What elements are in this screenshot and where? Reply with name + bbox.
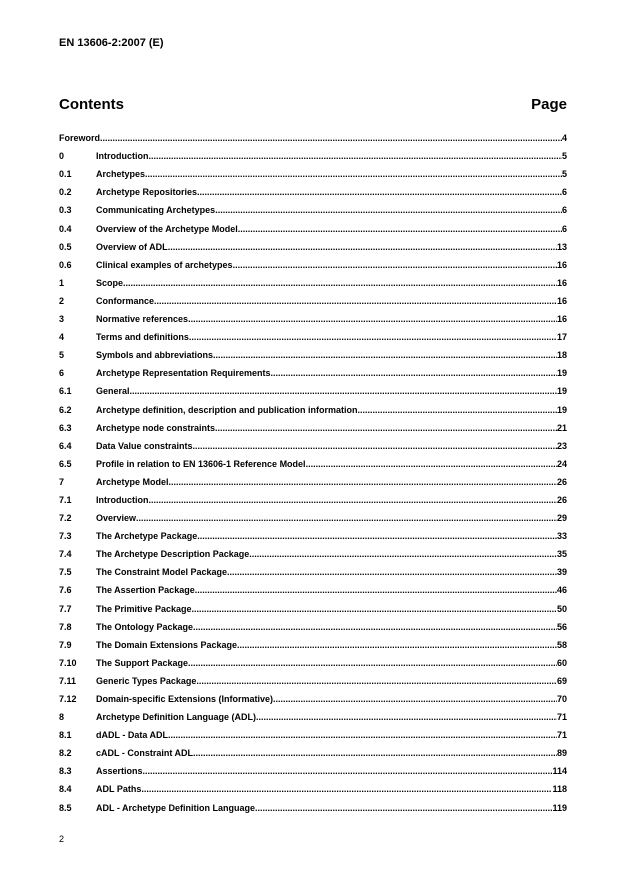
toc-entry-page: 56 [556,621,567,632]
toc-entry-title: The Primitive Package [96,603,192,614]
toc-entry-page: 5 [561,169,567,180]
toc-dot-leader [249,549,557,560]
toc-entry-title: Generic Types Package [96,675,197,686]
toc-entry-number: 7.8 [59,621,72,632]
toc-entry-page: 13 [556,241,567,252]
toc-entry[interactable] [59,343,567,361]
toc-entry-title: Introduction [96,494,149,505]
toc-entry-page: 16 [556,295,567,306]
toc-dot-leader [189,332,557,343]
toc-entry-page: 71 [556,712,567,723]
toc-entry-number: 0.2 [59,187,72,198]
toc-entry[interactable] [59,687,567,705]
toc-entry-page: 60 [556,657,567,668]
toc-entry-title: Archetype node constraints [96,422,216,433]
toc-entry-number: 8.2 [59,748,72,759]
toc-entry-page: 5 [561,151,567,162]
toc-entry-page: 119 [552,802,567,813]
toc-entry-number: 7.7 [59,603,72,614]
toc-entry-number: 0.5 [59,241,72,252]
toc-dot-leader [149,495,557,506]
toc-dot-leader [238,224,562,235]
toc-entry-page: 58 [556,639,567,650]
toc-entry-title: General [96,386,130,397]
toc-entry-number: 4 [59,332,65,343]
toc-dot-leader [193,748,557,759]
toc-dot-leader [193,622,557,633]
toc-dot-leader [154,296,557,307]
toc-dot-leader [237,640,557,651]
toc-entry[interactable] [59,271,567,289]
toc-entry[interactable] [59,560,567,578]
toc-entry-page: 89 [556,748,567,759]
toc-entry-title: The Assertion Package [96,585,195,596]
toc-entry-title: Introduction [96,151,149,162]
toc-entry[interactable] [59,253,567,271]
toc-dot-leader [169,477,557,488]
toc-dot-leader [233,260,557,271]
toc-entry-number: 0.3 [59,205,72,216]
toc-entry[interactable] [59,126,567,144]
toc-entry-page: 29 [556,513,567,524]
toc-entry-number: 7.10 [59,657,77,668]
toc-entry-title: The Archetype Description Package [96,549,250,560]
toc-entry-title: Overview of the Archetype Model [96,223,238,234]
toc-entry[interactable] [59,506,567,524]
toc-dot-leader [188,658,557,669]
toc-entry-title: Overview of ADL [96,241,168,252]
toc-dot-leader [149,151,562,162]
toc-entry-page: 19 [556,404,567,415]
toc-dot-leader [193,441,557,452]
toc-entry-title: Scope [96,277,124,288]
toc-entry-title: Archetype Repositories [96,187,198,198]
toc-entry-number: 8.4 [59,784,72,795]
toc-entry-title: ADL - Archetype Definition Language [96,802,256,813]
toc-entry-number: 7.12 [59,694,77,704]
toc-entry-page: 39 [556,567,567,578]
toc-entry-number: 3 [59,314,65,325]
toc-entry-number: 6.3 [59,422,72,433]
toc-entry[interactable] [59,759,567,777]
toc-entry-number: 7.1 [59,494,72,505]
toc-entry-number: 8.1 [59,730,72,741]
toc-dot-leader [271,368,557,379]
toc-entry[interactable] [59,651,567,669]
toc-dot-leader [188,314,557,325]
toc-entry[interactable] [59,162,567,180]
toc-entry-title: Archetype Definition Language (ADL) [96,712,257,723]
toc-entry-title: The Archetype Package [96,531,198,542]
toc-entry-title: Conformance [96,295,155,306]
toc-entry[interactable] [59,361,567,379]
toc-entry[interactable] [59,795,567,813]
page-column-label: Page [531,96,567,113]
toc-entry-title: ADL Paths [96,784,142,795]
toc-entry-page: 69 [556,675,567,686]
toc-dot-leader [213,350,557,361]
toc-entry-title: The Ontology Package [96,621,194,632]
toc-entry-number: 6 [59,368,65,379]
toc-entry[interactable] [59,615,567,633]
toc-entry-number: 0.6 [59,259,72,270]
toc-dot-leader [130,386,557,397]
toc-entry[interactable] [59,397,567,415]
table-of-contents [59,126,567,814]
toc-entry-title: Symbols and abbreviations [96,350,214,361]
toc-entry-title: Communicating Archetypes [96,205,216,216]
toc-dot-leader [215,205,562,216]
toc-entry[interactable] [59,307,567,325]
toc-entry-page: 71 [556,730,567,741]
toc-entry-title: Data Value constraints [96,440,193,451]
toc-dot-leader [273,694,557,705]
toc-dot-leader [306,459,557,470]
toc-entry-number: 7.9 [59,639,72,650]
toc-entry[interactable] [59,741,567,759]
toc-entry-page: 26 [556,494,567,505]
toc-dot-leader [196,676,557,687]
toc-entry-page: 46 [556,585,567,596]
toc-dot-leader [192,604,557,615]
toc-entry[interactable] [59,198,567,216]
toc-dot-leader [136,513,557,524]
toc-entry-page: 4 [561,133,567,144]
toc-entry-number: 7.4 [59,549,72,560]
toc-entry-page: 16 [556,259,567,270]
toc-entry-page: 19 [556,386,567,397]
toc-entry-number: 6.1 [59,386,72,397]
toc-entry-page: 33 [556,531,567,542]
toc-entry-title: Assertions [96,766,143,777]
toc-dot-leader [215,423,557,434]
toc-entry-number: 7 [59,476,65,487]
toc-entry-number: 0 [59,151,65,162]
toc-entry-number: 5 [59,350,65,361]
toc-dot-leader [100,133,562,144]
toc-entry[interactable] [59,379,567,397]
toc-dot-leader [255,803,552,814]
toc-entry-page: 114 [552,766,567,777]
contents-heading [59,96,567,114]
toc-entry-page: 6 [561,223,567,234]
toc-dot-leader [141,784,552,795]
toc-entry-page: 24 [556,458,567,469]
toc-dot-leader [168,730,557,741]
toc-dot-leader [256,712,557,723]
toc-entry-title: The Support Package [96,657,189,668]
toc-entry-number: 0.1 [59,169,72,180]
toc-entry-number: 8.5 [59,802,72,813]
toc-entry-number: 2 [59,295,65,306]
toc-dot-leader [168,242,557,253]
toc-entry[interactable] [59,235,567,253]
toc-dot-leader [195,585,557,596]
toc-entry[interactable] [59,470,567,488]
toc-entry-page: 19 [556,368,567,379]
toc-entry-title: Clinical examples of archetypes [96,259,233,270]
toc-dot-leader [358,405,557,416]
toc-entry[interactable] [59,542,567,560]
toc-entry[interactable] [59,578,567,596]
toc-entry[interactable] [59,669,567,687]
toc-entry-number: 7.5 [59,567,72,578]
toc-dot-leader [145,169,562,180]
toc-entry[interactable] [59,144,567,162]
toc-entry[interactable] [59,596,567,614]
toc-entry-page: 35 [556,549,567,560]
toc-entry-page: 50 [556,603,567,614]
toc-entry-page: 6 [561,187,567,198]
toc-entry-title: Terms and definitions [96,332,189,343]
toc-entry[interactable] [59,488,567,506]
toc-entry-title: Archetypes [96,169,146,180]
toc-entry-title: dADL - Data ADL [96,730,168,741]
toc-entry-title: Normative references [96,314,189,325]
toc-entry-page: 23 [556,440,567,451]
toc-dot-leader [227,567,557,578]
toc-entry-page: 21 [556,422,567,433]
toc-entry[interactable] [59,777,567,795]
page-number: 2 [59,834,65,844]
toc-entry-number: 6.5 [59,458,72,469]
toc-entry-page: 118 [552,784,567,795]
toc-entry-title: Domain-specific Extensions (Informative) [96,694,274,704]
document-identifier: EN 13606-2:2007 (E) [59,37,164,49]
toc-entry[interactable] [59,180,567,198]
toc-entry-number: 8.3 [59,766,72,777]
toc-entry-number: 7.6 [59,585,72,596]
toc-entry-page: 6 [561,205,567,216]
toc-entry-page: 18 [556,350,567,361]
toc-entry-title: Profile in relation to EN 13606-1 Reference Model [96,458,306,469]
toc-entry[interactable] [59,434,567,452]
toc-entry-number: 7.11 [59,675,77,686]
toc-entry-number: 0.4 [59,223,72,234]
toc-entry[interactable] [59,452,567,470]
toc-entry-page: 70 [556,694,567,704]
toc-dot-leader [197,187,562,198]
toc-entry-page: 26 [556,476,567,487]
toc-entry-number: 1 [59,277,65,288]
toc-entry-title: Archetype Model [96,476,169,487]
toc-entry[interactable] [59,216,567,234]
toc-entry[interactable] [59,325,567,343]
toc-entry-number: 8 [59,712,65,723]
toc-entry-page: 16 [556,277,567,288]
toc-dot-leader [197,531,557,542]
toc-entry[interactable] [59,705,567,723]
toc-entry-number: 7.3 [59,531,72,542]
toc-entry-page: 16 [556,314,567,325]
toc-dot-leader [143,766,553,777]
toc-entry-number: 7.2 [59,513,72,524]
toc-entry[interactable] [59,416,567,434]
toc-entry[interactable] [59,633,567,651]
toc-entry[interactable] [59,723,567,741]
toc-entry-number: 6.2 [59,404,72,415]
toc-entry-title: The Domain Extensions Package [96,639,238,650]
toc-entry-title: Archetype definition, description and publication information [96,404,358,415]
toc-entry[interactable] [59,524,567,542]
toc-dot-leader [123,278,557,289]
contents-title: Contents [59,96,124,113]
toc-entry[interactable] [59,289,567,307]
toc-entry-page: 17 [556,332,567,343]
toc-entry-title: Overview [96,513,137,524]
toc-entry-title: Archetype Representation Requirements [96,368,271,379]
toc-entry-title: cADL - Constraint ADL [96,748,194,759]
toc-entry-number: 6.4 [59,440,72,451]
toc-entry-title: The Constraint Model Package [96,567,228,578]
toc-entry-title: Foreword [59,133,101,144]
